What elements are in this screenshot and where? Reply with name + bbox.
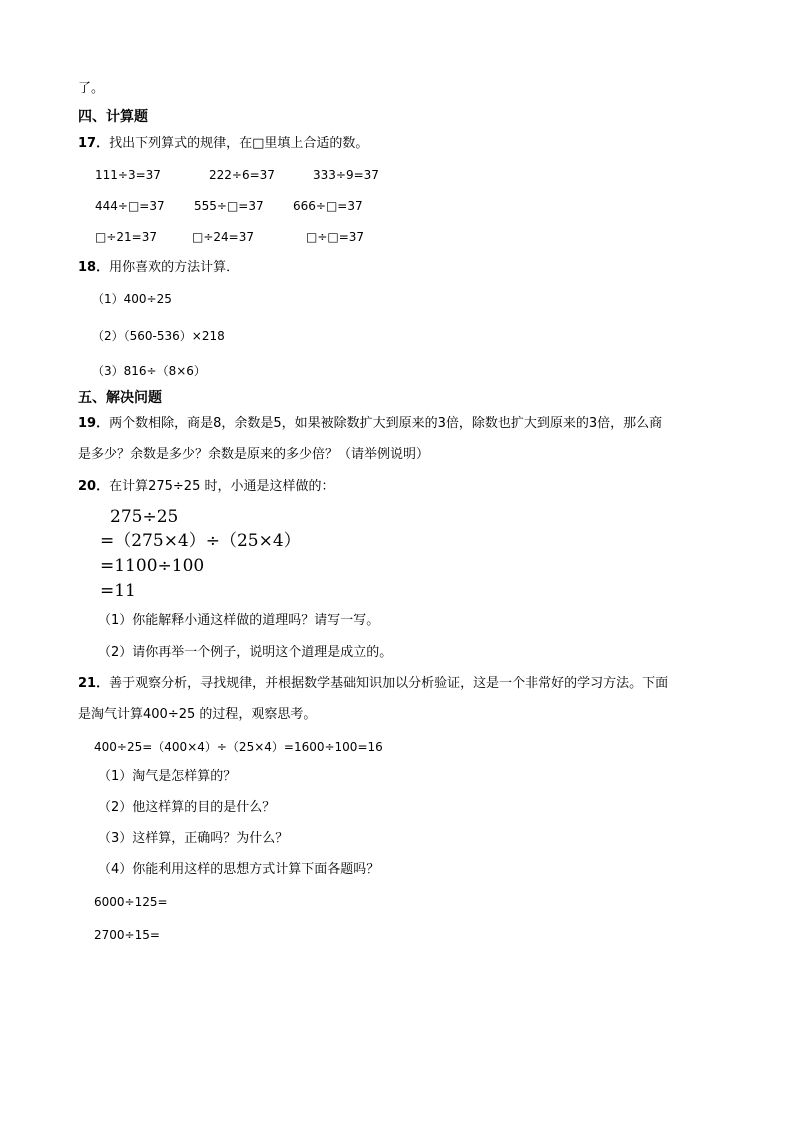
previous-question-tail: 了。 bbox=[78, 81, 105, 96]
q17-row-3 bbox=[95, 228, 364, 246]
q17-formula: 333÷9=37 bbox=[313, 168, 379, 182]
question-20 bbox=[78, 478, 334, 496]
question-text: 在计算275÷25 时，小通是这样做的： bbox=[109, 479, 335, 494]
q21-item-3: （3）这样算，正确吗？为什么？ bbox=[98, 831, 289, 846]
q17-formula: □÷21=37 bbox=[95, 230, 157, 244]
question-number: 20． bbox=[78, 479, 110, 494]
q20-work-line-4: =11 bbox=[100, 581, 136, 601]
question-text: 善于观察分析，寻找规律，并根据数学基础知识加以分析验证，这是一个非常好的学习方法。下面 bbox=[109, 676, 669, 691]
q21-item-4: （4）你能利用这样的思想方式计算下面各题吗？ bbox=[98, 862, 380, 877]
section-heading-calculation: 四、计算题 bbox=[78, 109, 148, 125]
question-19-line-1 bbox=[78, 415, 662, 433]
q17-formula: 666÷□=37 bbox=[293, 199, 363, 213]
q21-exercise-1: 6000÷125= bbox=[94, 895, 168, 909]
q17-formula: □÷24=37 bbox=[192, 230, 254, 244]
q17-row-1 bbox=[95, 166, 379, 184]
question-number: 17． bbox=[78, 136, 110, 151]
q17-formula: 111÷3=37 bbox=[95, 168, 161, 182]
q20-work-line-3: =1100÷100 bbox=[100, 556, 205, 576]
question-number: 21． bbox=[78, 676, 110, 691]
question-17 bbox=[78, 135, 368, 153]
question-21-line-1 bbox=[78, 675, 668, 693]
q21-item-1: （1）淘气是怎样算的？ bbox=[98, 769, 237, 784]
q21-exercise-2: 2700÷15= bbox=[94, 928, 160, 942]
q18-item-2: （2）（560-536）×218 bbox=[92, 329, 225, 343]
q17-formula: 555÷□=37 bbox=[194, 199, 264, 213]
q17-formula: 444÷□=37 bbox=[95, 199, 165, 213]
q20-item-2: （2）请你再举一个例子，说明这个道理是成立的。 bbox=[98, 645, 393, 660]
question-19-line-2: 是多少？余数是多少？余数是原来的多少倍？（请举例说明） bbox=[78, 447, 430, 462]
q18-item-1: （1）400÷25 bbox=[92, 292, 172, 306]
question-21-line-2: 是淘气计算400÷25 的过程，观察思考。 bbox=[78, 707, 317, 722]
q17-formula: □÷□=37 bbox=[306, 230, 365, 244]
question-18 bbox=[78, 259, 239, 277]
q21-formula: 400÷25=（400×4）÷（25×4）=1600÷100=16 bbox=[94, 740, 383, 754]
q17-row-2 bbox=[95, 197, 363, 215]
question-text: 用你喜欢的方法计算． bbox=[109, 260, 240, 275]
q20-work-line-1: 275÷25 bbox=[110, 507, 179, 527]
q17-formula: 222÷6=37 bbox=[209, 168, 275, 182]
question-text: 两个数相除，商是8，余数是5，如果被除数扩大到原来的3倍，除数也扩大到原来的3倍，那么商 bbox=[109, 416, 663, 431]
q18-item-3: （3）816÷（8×6） bbox=[92, 364, 206, 378]
q20-work-line-2: =（275×4）÷（25×4） bbox=[100, 531, 301, 551]
q20-item-1: （1）你能解释小通这样做的道理吗？请写一写。 bbox=[98, 613, 380, 628]
question-number: 19． bbox=[78, 416, 110, 431]
q21-item-2: （2）他这样算的目的是什么？ bbox=[98, 800, 276, 815]
question-number: 18． bbox=[78, 260, 110, 275]
section-heading-word-problems: 五、解决问题 bbox=[78, 390, 162, 406]
question-text: 找出下列算式的规律，在□里填上合适的数。 bbox=[109, 136, 369, 151]
